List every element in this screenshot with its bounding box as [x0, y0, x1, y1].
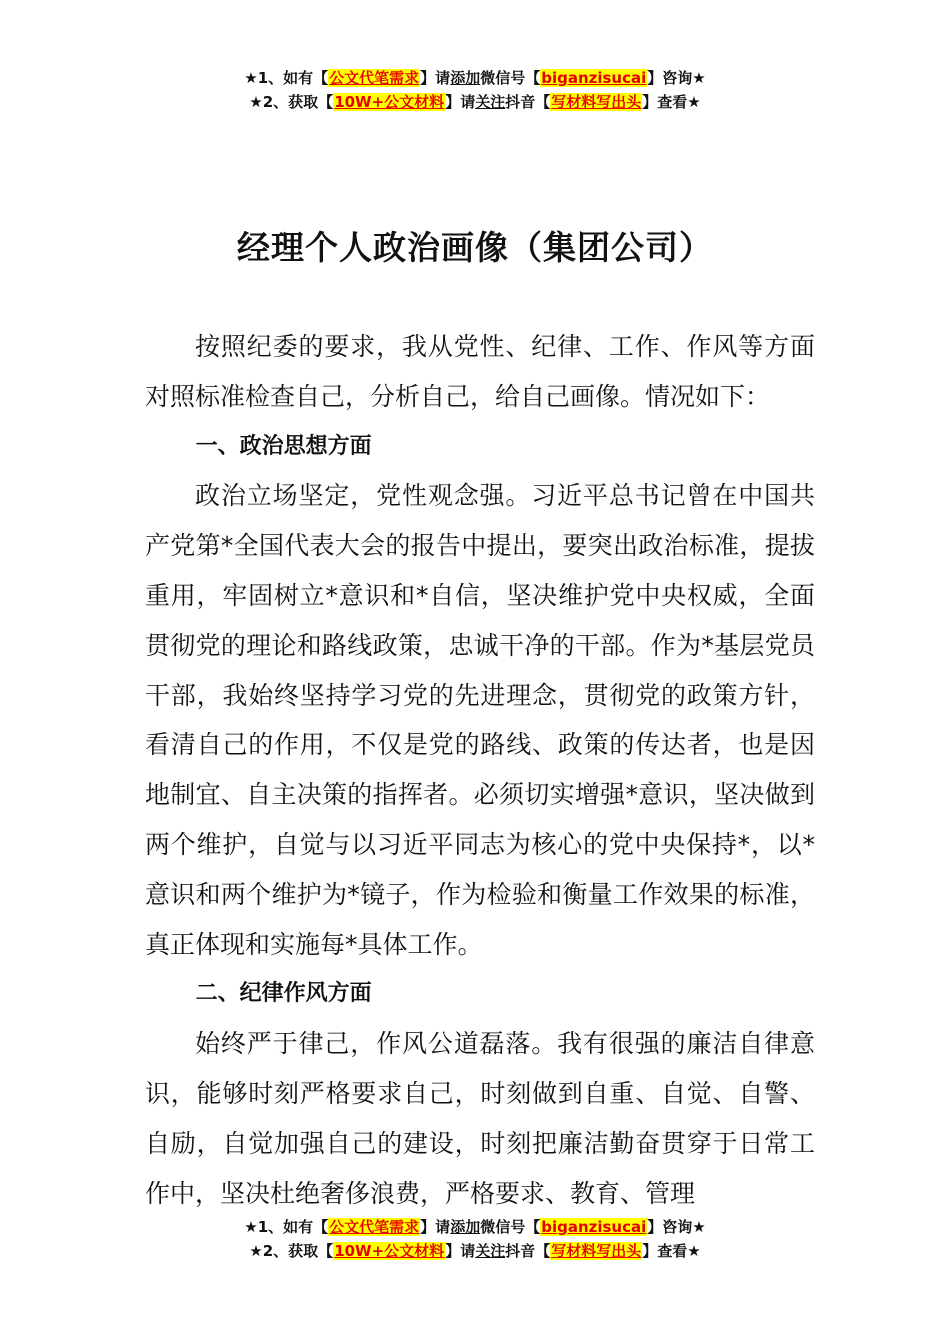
banner-text: 】咨询★ [647, 69, 706, 87]
banner-underline: 关注 [475, 1242, 506, 1260]
banner-highlight: 公文代笔需求 [329, 69, 420, 87]
banner-text: ★1、如有【 [244, 1218, 329, 1236]
section-paragraph-1: 政治立场坚定，党性观念强。习近平总书记曾在中国共产党第*全国代表大会的报告中提出，要突出政治标准，提拔重用，牢固树立*意识和*自信，坚决维护党中央权威，全面贯彻党的理论和路线政策，忠诚干净的干部。作为*基层党员干部，我始终坚持学习党的先进理念，贯彻党的政策方针，看清自己的作用，不仅是党的路线、政策的传达者，也是因地制宜、自主决策的指挥者。必须切实增强*意识，坚决做到两个维护，自觉与以习近平同志为核心的党中央保持*，以*意识和两个维护为*镜子，作为检验和衡量工作效果的标准，真正体现和实施每*具体工作。 [145, 481, 815, 959]
footer-line-1 [0, 1215, 950, 1239]
intro-paragraph: 按照纪委的要求，我从党性、纪律、工作、作风等方面对照标准检查自己，分析自己，给自己画像。情况如下： [145, 332, 815, 411]
banner-text: ★1、如有【 [244, 69, 329, 87]
banner-highlight: 10W+公文材料 [334, 1242, 445, 1260]
banner-highlight: 10W+公文材料 [334, 93, 445, 111]
banner-highlight: 写材料写出头 [551, 1242, 642, 1260]
banner-highlight: biganzisucai [541, 1218, 647, 1236]
banner-text: 微信号【 [480, 69, 541, 87]
banner-text: ★2、获取【 [249, 93, 334, 111]
banner-text: 】查看★ [642, 93, 701, 111]
footer-banner [0, 1215, 950, 1263]
header-banner [0, 66, 950, 114]
section-heading-2: 二、纪律作风方面 [195, 981, 372, 1007]
banner-line-1 [0, 66, 950, 90]
banner-highlight: 写材料写出头 [551, 93, 642, 111]
banner-text: 】请 [420, 69, 451, 87]
banner-underline: 关注 [475, 93, 506, 111]
banner-line-2 [0, 90, 950, 114]
banner-text: 抖音【 [505, 93, 551, 111]
banner-text: 】请 [445, 1242, 476, 1260]
banner-underline: 添加 [450, 69, 481, 87]
banner-text: 】请 [420, 1218, 451, 1236]
document-body [145, 322, 815, 1218]
banner-text: 】请 [445, 93, 476, 111]
banner-underline: 添加 [450, 1218, 481, 1236]
banner-text: 】查看★ [642, 1242, 701, 1260]
banner-highlight: 公文代笔需求 [329, 1218, 420, 1236]
banner-text: 微信号【 [480, 1218, 541, 1236]
banner-text: 】咨询★ [647, 1218, 706, 1236]
section-heading-1: 一、政治思想方面 [195, 433, 372, 459]
banner-highlight: biganzisucai [541, 69, 647, 87]
section-paragraph-2: 始终严于律己，作风公道磊落。我有很强的廉洁自律意识，能够时刻严格要求自己，时刻做到自重、自觉、自警、自励，自觉加强自己的建设，时刻把廉洁勤奋贯穿于日常工作中，坚决杜绝奢侈浪费，严格要求、教育、管理 [145, 1029, 815, 1208]
document-title: 经理个人政治画像（集团公司） [237, 228, 713, 267]
banner-text: 抖音【 [505, 1242, 551, 1260]
footer-line-2 [0, 1239, 950, 1263]
banner-text: ★2、获取【 [249, 1242, 334, 1260]
